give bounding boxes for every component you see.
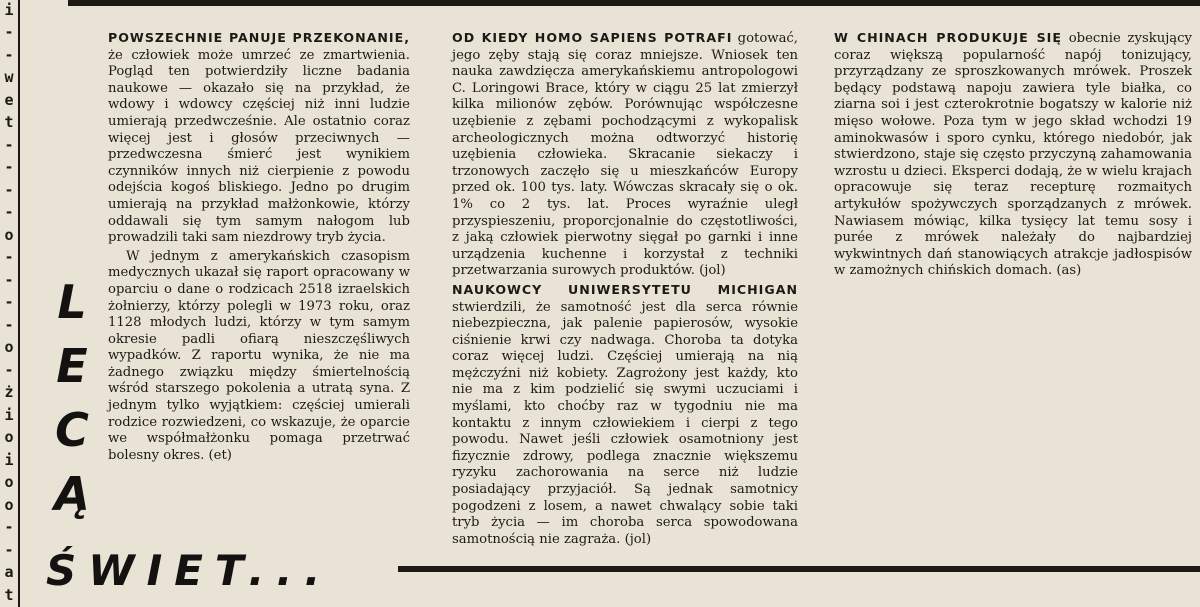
column-3 <box>834 30 1192 280</box>
gutter-char: o <box>4 496 14 514</box>
gutter-char: e <box>4 91 14 109</box>
title-letter: C <box>55 403 89 457</box>
column-1 <box>108 30 410 464</box>
article-1-paragraph-2 <box>108 249 410 465</box>
article-3-body: stwierdzili, że samotność jest dla serca równie niebezpieczna, jak palenie papierosów, wysokie ciśnienie krwi czy nadwaga. Choroba ta dotyka coraz więcej ludzi. Częściej umierają na nią mężczyźni niż kobiety. Zagrożony jest każdy, kto nie ma z kim podzielić się swymi uczuciami i myślami, kto choćby raz w tygodniu nie ma kontaktu z innym człowiekiem i cierpi z tego powodu. Nawet jeśli człowiek osamotniony jest fizycznie zdrowy, podlega znacznie większemu ryzyku zachorowania na serce niż ludzie posiadający przyjaciół. Są jednak samotnicy pogodzeni z losem, a nawet chwalący sobie taki tryb życia — im choroba serca spowodowana samotnością nie zagraża. <box>452 299 798 547</box>
article-3-lead: NAUKOWCY UNIWERSYTETU MICHIGAN <box>452 281 798 297</box>
article-4-lead: W CHINACH PRODUKUJE SIĘ <box>834 30 1062 45</box>
gutter-char: i <box>4 406 14 424</box>
article-2-signature: (jol) <box>699 263 726 279</box>
title-letter: Ą <box>54 467 90 521</box>
gutter-char: o <box>4 473 14 491</box>
gutter-char: - <box>4 23 14 41</box>
gutter-char: - <box>4 518 14 536</box>
gutter-divider <box>18 0 20 607</box>
column-2 <box>452 30 798 548</box>
article-1-paragraph-1 <box>108 30 410 247</box>
article-1-body-2: W jednym z amerykańskich czasopism medycznych ukazał się raport opracowany w oparciu o dane o rodzicach 2518 izraelskich żołnierzy, którzy polegli w 1973 roku, oraz 1128 młodych ludzi, którzy w tym samym okresie padli ofiarą nieszczęśliwych wypadków. Z raportu wynika, że nie ma żadnego związku między śmiertelnością wśród starszego pokolenia a utratą syna. Z jednym tylko wyjątkiem: częściej umierali rodzice rozwiedzeni, co wskazuje, że oparcie we współmałżonku pomaga przetrwać bolesny okres. <box>108 248 410 463</box>
article-3-signature: (jol) <box>624 531 652 547</box>
gutter-char: ż <box>4 383 14 401</box>
article-4-body: obecnie zyskujący coraz większą popularność napój tonizujący, przyrządzany ze sproszkowanych mrówek. Proszek będący podstawą napoju zawiera tyle białka, co ziarna soi i jest czterokrotnie bogatszy w kalorie niż mięso wołowe. Poza tym w jego skład wchodzi 19 aminokwasów i sporo cynku, którego niedobór, jak stwierdzono, staje się często przyczyną zahamowania wzrostu u dzieci. Eksperci dodają, że w wielu krajach opracowuje się teraz recepturę rozmaitych artykułów spożywczych sporządzanych z mrówek. Nawiasem mówiąc, kilka tysięcy lat temu sosy i purée z mrówek należały do najbardziej wykwintnych dań stanowiących atrakcje jadłospisów w zamożnych chińskich domach. <box>834 31 1192 279</box>
gutter-char: - <box>4 293 14 311</box>
gutter-char: t <box>4 113 14 131</box>
gutter-char: w <box>4 68 14 86</box>
article-1-body: że człowiek może umrzeć ze zmartwienia. Pogląd ten potwierdziły liczne badania naukowe — okazało się na przykład, że wdowy i wdowcy częściej niż inni ludzie umierają przedwcześnie. Ale ostatnio coraz więcej jest i głosów przeciwnych — przedwczesna śmierć jest wynikiem czynników innych niż cierpienie z powodu odejścia kogoś bliskiego. Jedno po drugim umierają na przykład małżonkowie, którzy oddawali się tym samym nałogom lub prowadzili taki sam niezdrowy tryb życia. <box>108 47 410 246</box>
left-margin-gutter <box>0 0 24 607</box>
gutter-char: - <box>4 541 14 559</box>
gutter-char: i <box>4 1 14 19</box>
article-2-paragraph <box>452 30 798 280</box>
gutter-char: o <box>4 338 14 356</box>
article-1-lead: POWSZECHNIE PANUJE PRZEKONANIE, <box>108 30 410 45</box>
article-2-body: gotować, jego zęby stają się coraz mniejsze. Wniosek ten nauka zawdzięcza amerykańskiemu antropologowi C. Loringowi Brace, który w ciągu 25 lat zmierzył kilka milionów zębów. Porównując współczesne uzębienie z zębami pochodzącymi z wykopalisk archeologicznych można odtworzyć historię uzębienia człowieka. Skracanie siekaczy i trzonowych zaczęło się u mieszkańców Europy przed ok. 100 tys. laty. Wówczas skracały się o ok. 1% co 2 tys. lat. Proces wyraźnie uległ przyspieszeniu, proporcjonalnie do częstotliwości, z jaką człowiek pierwotny sięgał po garnki i inne urządzenia kuchenne i korzystał z techniki przetwarzania surowych produktów. <box>452 31 799 279</box>
gutter-char: - <box>4 46 14 64</box>
bottom-rule <box>398 566 1200 572</box>
gutter-char: - <box>4 203 14 221</box>
title-letter: E <box>56 339 88 393</box>
article-3-paragraph <box>452 282 798 549</box>
vertical-title <box>42 270 102 526</box>
gutter-char: i <box>4 451 14 469</box>
gutter-char: a <box>4 563 14 581</box>
gutter-char: t <box>4 586 14 604</box>
bottom-title: ŚWIET... <box>46 546 333 595</box>
gutter-char: - <box>4 316 14 334</box>
article-1-signature: (et) <box>208 447 232 463</box>
title-letter: L <box>57 275 87 329</box>
gutter-char: - <box>4 136 14 154</box>
gutter-char: - <box>4 271 14 289</box>
top-rule <box>68 0 1200 6</box>
gutter-char: - <box>4 158 14 176</box>
gutter-char: - <box>4 181 14 199</box>
article-2-lead: OD KIEDY HOMO SAPIENS POTRAFI <box>452 30 733 45</box>
gutter-char: o <box>4 428 14 446</box>
article-4-paragraph <box>834 30 1192 280</box>
gutter-char: - <box>4 248 14 266</box>
gutter-char: o <box>4 226 14 244</box>
gutter-char: - <box>4 361 14 379</box>
article-4-signature: (as) <box>1056 263 1082 279</box>
